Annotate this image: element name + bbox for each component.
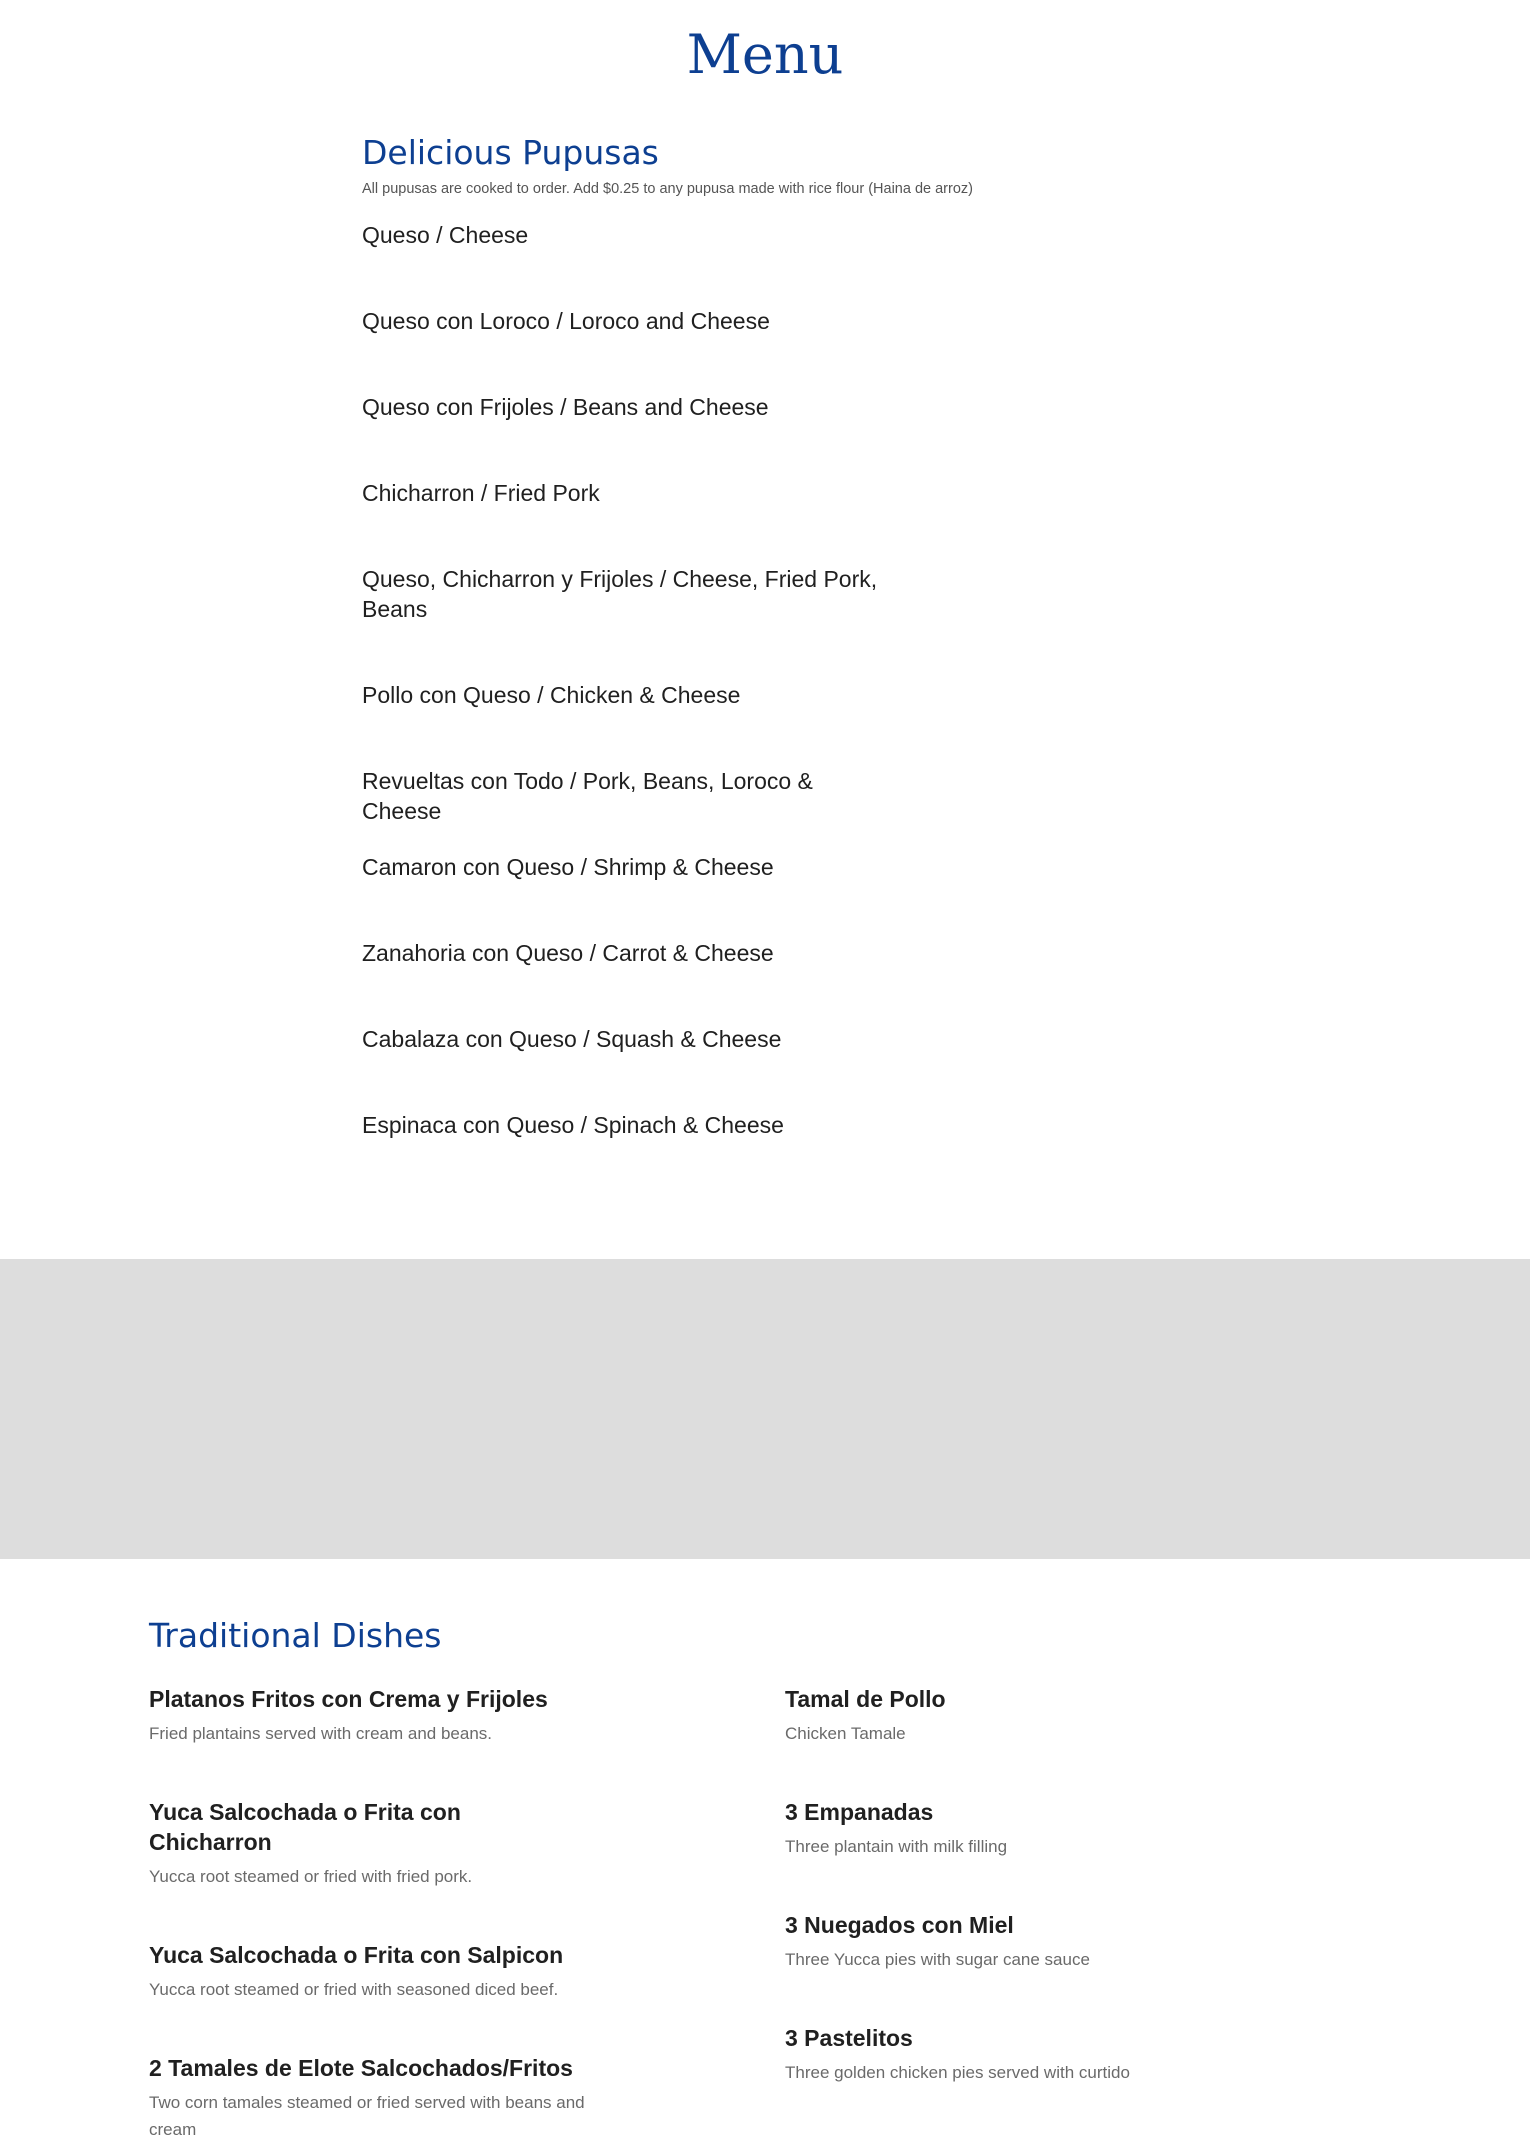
pupusa-item: Revueltas con Todo / Pork, Beans, Loroco & Cheese bbox=[362, 768, 813, 824]
dish-item bbox=[149, 2053, 599, 2143]
dish-description: Three Yucca pies with sugar cane sauce bbox=[785, 1950, 1090, 1969]
page-title: Menu bbox=[686, 23, 844, 86]
dish-item bbox=[149, 1940, 589, 2003]
pupusas-heading: Delicious Pupusas bbox=[362, 133, 659, 172]
dish-item bbox=[785, 1797, 1245, 1860]
pupusa-item: Espinaca con Queso / Spinach & Cheese bbox=[362, 1112, 784, 1138]
pupusas-note: All pupusas are cooked to order. Add $0.25 to any pupusa made with rice flour (Haina de arroz) bbox=[362, 181, 973, 197]
dish-item bbox=[785, 1910, 1245, 1973]
dish-item bbox=[785, 1684, 1245, 1747]
pupusa-item: Queso con Frijoles / Beans and Cheese bbox=[362, 394, 769, 420]
dish-description: Yucca root steamed or fried with seasoned diced beef. bbox=[149, 1980, 559, 1999]
pupusa-item: Queso, Chicharron y Frijoles / Cheese, Fried Pork, Beans bbox=[362, 566, 878, 622]
pupusa-item: Pollo con Queso / Chicken & Cheese bbox=[362, 682, 741, 708]
traditional-heading: Traditional Dishes bbox=[149, 1616, 442, 1655]
traditional-section bbox=[149, 1611, 1389, 2139]
dish-name: Platanos Fritos con Crema y Frijoles bbox=[149, 1686, 548, 1712]
dish-description: Fried plantains served with cream and beans. bbox=[149, 1724, 493, 1743]
pupusa-item: Queso / Cheese bbox=[362, 222, 529, 248]
pupusa-item: Zanahoria con Queso / Carrot & Cheese bbox=[362, 940, 774, 966]
dish-name: Tamal de Pollo bbox=[785, 1686, 946, 1712]
dish-name: 2 Tamales de Elote Salcochados/Fritos bbox=[149, 2055, 573, 2081]
pupusa-item: Queso con Loroco / Loroco and Cheese bbox=[362, 308, 770, 334]
dish-name: Yuca Salcochada o Frita con Chicharron bbox=[149, 1799, 461, 1855]
image-placeholder-band bbox=[0, 1259, 1530, 1559]
dish-item bbox=[149, 1684, 569, 1747]
dish-description: Chicken Tamale bbox=[785, 1724, 906, 1743]
pupusa-item: Camaron con Queso / Shrimp & Cheese bbox=[362, 854, 774, 880]
dish-name: 3 Empanadas bbox=[785, 1799, 934, 1825]
pupusa-item: Cabalaza con Queso / Squash & Cheese bbox=[362, 1026, 782, 1052]
dish-name: 3 Nuegados con Miel bbox=[785, 1912, 1014, 1938]
dish-item bbox=[149, 1797, 489, 1890]
dish-description: Yucca root steamed or fried with fried pork. bbox=[149, 1867, 473, 1886]
dish-name: 3 Pastelitos bbox=[785, 2025, 913, 2051]
dish-name: Yuca Salcochada o Frita con Salpicon bbox=[149, 1942, 564, 1968]
dish-description: Three plantain with milk filling bbox=[785, 1837, 1008, 1856]
pupusa-item: Chicharron / Fried Pork bbox=[362, 480, 600, 506]
pupusas-section bbox=[362, 128, 973, 1138]
dish-description: Two corn tamales steamed or fried served with beans and cream bbox=[149, 2093, 585, 2139]
dish-description: Three golden chicken pies served with curtido bbox=[785, 2063, 1130, 2082]
dish-item bbox=[785, 2023, 1245, 2086]
